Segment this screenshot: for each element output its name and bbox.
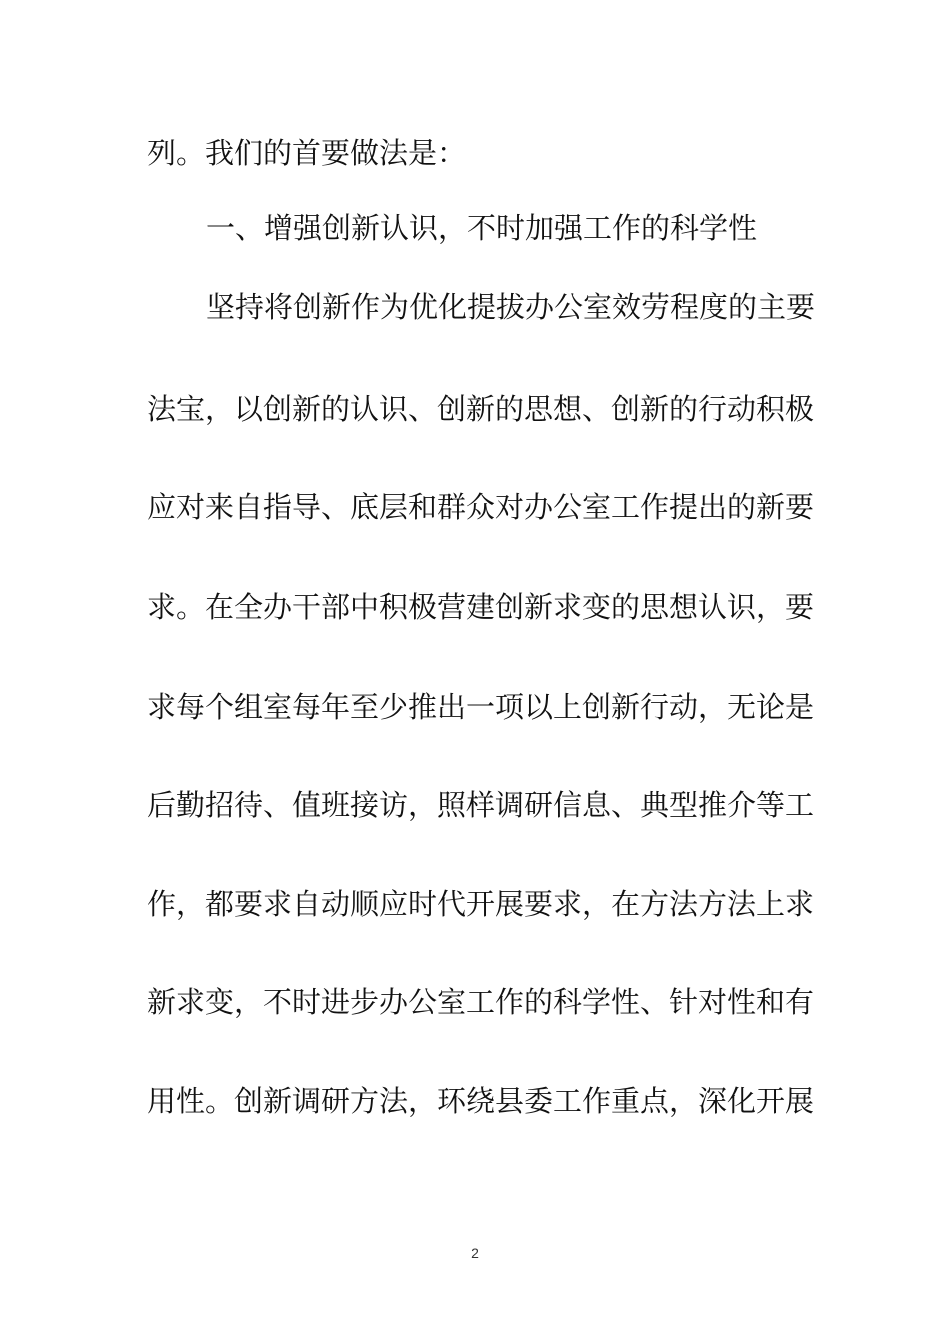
page-number: 2 — [471, 1245, 479, 1261]
paragraph-line-8: 新求变，不时进步办公室工作的科学性、针对性和有 — [147, 985, 815, 1019]
paragraph-line-3: 应对来自指导、底层和群众对办公室工作提出的新要 — [147, 490, 815, 524]
section-heading: 一、增强创新认识，不时加强工作的科学性 — [206, 211, 758, 245]
paragraph-line-7: 作，都要求自动顺应时代开展要求，在方法方法上求 — [147, 887, 815, 921]
paragraph-line-9: 用性。创新调研方法，环绕县委工作重点，深化开展 — [147, 1084, 815, 1118]
paragraph-line-5: 求每个组室每年至少推出一项以上创新行动，无论是 — [147, 690, 815, 724]
paragraph-line-1: 坚持将创新作为优化提拔办公室效劳程度的主要 — [206, 290, 816, 324]
text-line-1: 列。我们的首要做法是： — [147, 136, 467, 170]
paragraph-line-2: 法宝，以创新的认识、创新的思想、创新的行动积极 — [147, 392, 815, 426]
paragraph-line-6: 后勤招待、值班接访，照样调研信息、典型推介等工 — [147, 788, 815, 822]
paragraph-line-4: 求。在全办干部中积极营建创新求变的思想认识，要 — [147, 590, 815, 624]
